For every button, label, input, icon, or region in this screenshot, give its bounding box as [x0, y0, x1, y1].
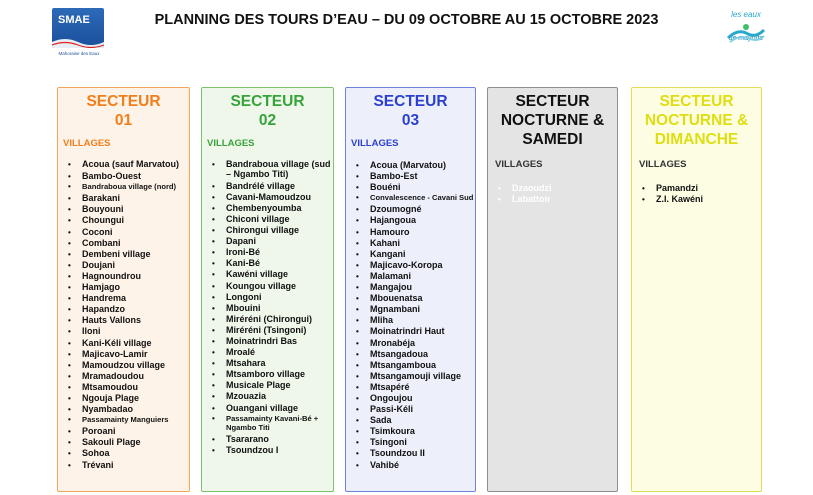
water-drop-icon	[726, 22, 766, 44]
village-item: • Barakani	[68, 193, 189, 204]
villages-label: VILLAGES	[207, 138, 255, 149]
village-item: • Vahibé	[356, 460, 475, 471]
smae-logo-tagline: Mahoraise des Eaux	[58, 51, 100, 56]
column-title-line: SAMEDI	[522, 131, 583, 148]
village-item: • Pamandzi	[642, 183, 761, 194]
column-title-line: NOCTURNE &	[500, 112, 605, 129]
village-item: • Mroalé	[212, 347, 333, 358]
village-item: • Convalescence - Cavani Sud	[356, 193, 475, 204]
village-item: • Hauts Vallons	[68, 315, 189, 326]
secteur-01-column	[57, 87, 190, 492]
village-item: • Hapandzo	[68, 304, 189, 315]
village-item: • Malamani	[356, 271, 475, 282]
village-item: • Poroani	[68, 426, 189, 437]
village-item: • Koungou village	[212, 281, 333, 292]
column-title-line: SECTEUR	[373, 93, 448, 110]
village-item: • Bouyouni	[68, 204, 189, 215]
village-item: • Labattoir	[498, 194, 617, 205]
village-item: • Hamouro	[356, 227, 475, 238]
village-item: • Mgnambani	[356, 304, 475, 315]
village-item: • Longoni	[212, 292, 333, 303]
village-item: • Hajangoua	[356, 215, 475, 226]
village-item: • Tsararano	[212, 434, 333, 445]
village-item: • Kangani	[356, 249, 475, 260]
wave-icon	[52, 34, 104, 48]
village-item: • Moinatrindri Bas	[212, 336, 333, 347]
village-item: • Miréréni (Chirongui)	[212, 314, 333, 325]
village-item: • Miréréni (Tsingoni)	[212, 325, 333, 336]
village-item: • Mramadoudou	[68, 371, 189, 382]
secteur-nocturne-samedi-title	[488, 92, 617, 149]
column-title-line: SECTEUR	[230, 93, 305, 110]
column-title-line: 02	[258, 112, 277, 129]
secteur-03-title	[346, 92, 475, 130]
village-item: • Mtsangamboua	[356, 360, 475, 371]
village-item: • Bandraboua village (sud – Ngambo Titi)	[212, 160, 333, 181]
village-item: • Moinatrindri Haut	[356, 326, 475, 337]
village-item: • Mbouenatsa	[356, 293, 475, 304]
village-item: • Bandrélé village	[212, 181, 333, 192]
village-item: • Mtsapéré	[356, 382, 475, 393]
village-item: • Kahani	[356, 238, 475, 249]
village-item: • Passamainty Manguiers	[68, 415, 189, 426]
village-item: • Ngouja Plage	[68, 393, 189, 404]
village-item: • Combani	[68, 238, 189, 249]
village-item: • Trévani	[68, 460, 189, 471]
secteur-03-column	[345, 87, 476, 492]
village-item: • Mzouazia	[212, 391, 333, 402]
village-list	[632, 183, 761, 205]
column-title-line: SECTEUR	[86, 93, 161, 110]
village-item: • Acoua (Marvatou)	[356, 160, 475, 171]
village-list	[346, 160, 475, 471]
village-item: • Dembeni village	[68, 249, 189, 260]
village-item: • Cavani-Mamoudzou	[212, 192, 333, 203]
village-item: • Passamainty Kavani-Bé + Ngambo Titi	[212, 414, 333, 435]
village-item: • Majicavo-Lamir	[68, 349, 189, 360]
village-item: • Mbouini	[212, 303, 333, 314]
village-item: • Mliha	[356, 315, 475, 326]
village-item: • Tsimkoura	[356, 426, 475, 437]
village-item: • Z.I. Kawéni	[642, 194, 761, 205]
village-item: • Bambo-Ouest	[68, 171, 189, 182]
village-item: • Hamjago	[68, 282, 189, 293]
village-item: • Mtsamboro village	[212, 369, 333, 380]
village-list	[58, 160, 189, 471]
village-item: • Ongoujou	[356, 393, 475, 404]
village-item: • Chembenyoumba	[212, 203, 333, 214]
village-item: • Dapani	[212, 236, 333, 247]
village-item: • Ouangani village	[212, 403, 333, 414]
village-item: • Chiconi village	[212, 214, 333, 225]
logo-eaux-bottom-text: de mayotte	[728, 35, 764, 42]
village-item: • Dzoumogné	[356, 204, 475, 215]
village-item: • Nyambadao	[68, 404, 189, 415]
column-title-line: SECTEUR	[515, 93, 590, 110]
village-item: • Mamoudzou village	[68, 360, 189, 371]
column-title-line: 01	[114, 112, 133, 129]
village-item: • Ironi-Bé	[212, 247, 333, 258]
village-item: • Acoua (sauf Marvatou)	[68, 160, 189, 171]
village-item: • Mtsahara	[212, 358, 333, 369]
village-item: • Choungui	[68, 215, 189, 226]
column-title-line: SECTEUR	[659, 93, 734, 110]
column-title-line: NOCTURNE &	[644, 112, 749, 129]
village-item: • Tsoundzou II	[356, 448, 475, 459]
village-item: • Mtsangadoua	[356, 349, 475, 360]
village-item: • Kawéni village	[212, 269, 333, 280]
village-list	[488, 183, 617, 205]
village-item: • Iloni	[68, 326, 189, 337]
village-item: • Sada	[356, 415, 475, 426]
village-item: • Doujani	[68, 260, 189, 271]
village-item: • Mangajou	[356, 282, 475, 293]
column-title-line: 03	[401, 112, 420, 129]
secteur-nocturne-dimanche-column	[631, 87, 762, 492]
eaux-mayotte-logo	[718, 10, 774, 62]
village-item: • Musicale Plage	[212, 380, 333, 391]
village-item: • Mtsangamouji village	[356, 371, 475, 382]
villages-label: VILLAGES	[495, 159, 543, 170]
secteur-nocturne-samedi-column	[487, 87, 618, 492]
village-item: • Bouéni	[356, 182, 475, 193]
village-item: • Passi-Kéli	[356, 404, 475, 415]
village-list	[202, 160, 333, 457]
village-item: • Handrema	[68, 293, 189, 304]
village-item: • Majicavo-Koropa	[356, 260, 475, 271]
village-item: • Sakouli Plage	[68, 437, 189, 448]
village-item: • Bandraboua village (nord)	[68, 182, 189, 193]
village-item: • Mronabéja	[356, 338, 475, 349]
village-item: • Kani-Kéli village	[68, 338, 189, 349]
village-item: • Chirongui village	[212, 225, 333, 236]
secteur-02-column	[201, 87, 334, 492]
village-item: • Mtsamoudou	[68, 382, 189, 393]
village-item: • Sohoa	[68, 448, 189, 459]
village-item: • Kani-Bé	[212, 258, 333, 269]
villages-label: VILLAGES	[63, 138, 111, 149]
village-item: • Hagnoundrou	[68, 271, 189, 282]
secteur-01-title	[58, 92, 189, 130]
village-item: • Tsingoni	[356, 437, 475, 448]
village-item: • Tsoundzou I	[212, 445, 333, 456]
logo-eaux-top-text: les eaux	[731, 10, 761, 19]
secteur-nocturne-dimanche-title	[632, 92, 761, 149]
village-item: • Coconi	[68, 227, 189, 238]
village-item: • Bambo-Est	[356, 171, 475, 182]
villages-label: VILLAGES	[639, 159, 687, 170]
page-title: PLANNING DES TOURS D’EAU – DU 09 OCTOBRE AU 15 OCTOBRE 2023	[154, 12, 659, 28]
column-title-line: DIMANCHE	[654, 131, 739, 148]
smae-logo-text: SMAE	[58, 14, 90, 26]
villages-label: VILLAGES	[351, 138, 399, 149]
secteur-02-title	[202, 92, 333, 130]
village-item: • Dzaoudzi	[498, 183, 617, 194]
